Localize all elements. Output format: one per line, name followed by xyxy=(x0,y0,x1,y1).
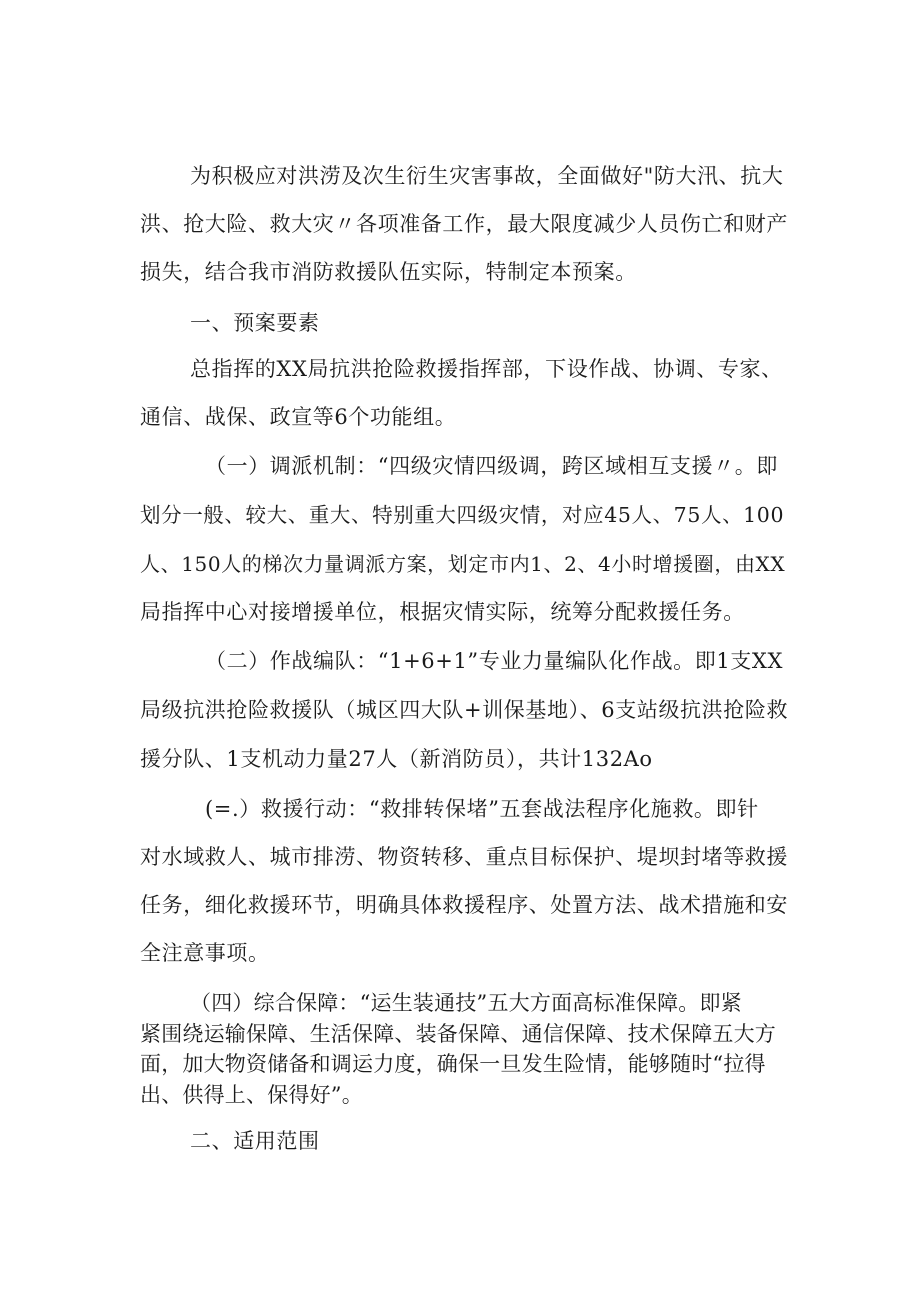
paragraph-command-line-2: 通信、战保、政宣等6个功能组。 xyxy=(140,405,457,429)
paragraph-formation-line-2: 局级抗洪抢险救援队（城区四大队+训保基地）、6支站级抗洪抢险救 xyxy=(140,698,789,722)
section-heading-2: 二、适用范围 xyxy=(190,1129,320,1153)
paragraph-rescue-line-1: (=.）救援行动：“救排转保堵”五套战法程序化施救。即针 xyxy=(205,797,759,821)
paragraph-support-line-4: 出、供得上、保得好”。 xyxy=(140,1083,363,1107)
paragraph-dispatch-line-3: 人、150人的梯次力量调派方案，划定市内1、2、4小时增援圈，由XX xyxy=(140,552,786,576)
paragraph-rescue-line-4: 全注意事项。 xyxy=(140,941,270,965)
paragraph-dispatch-line-4: 局指挥中心对接增援单位，根据灾情实际，统筹分配救援任务。 xyxy=(140,600,745,624)
paragraph-command-line-1: 总指挥的XX局抗洪抢险救援指挥部，下设作战、协调、专家、 xyxy=(190,357,783,381)
paragraph-rescue-line-2: 对水域救人、城市排涝、物资转移、重点目标保护、堤坝封堵等救援 xyxy=(140,845,788,869)
paragraph-support-line-2: 紧围绕运输保障、生活保障、装备保障、通信保障、技术保障五大方 xyxy=(140,1022,776,1046)
paragraph-formation-line-1: （二）作战编队：“1+6+1”专业力量编队化作战。即1支XX xyxy=(205,649,784,673)
paragraph-support-line-3: 面，加大物资储备和调运力度，确保一旦发生险情，能够随时“拉得 xyxy=(140,1052,766,1076)
paragraph-dispatch-line-2: 划分一般、较大、重大、特别重大四级灾情，对应45人、75人、100 xyxy=(140,503,785,527)
section-heading-1: 一、预案要素 xyxy=(190,311,320,335)
paragraph-intro-line-3: 损失，结合我市消防救援队伍实际，特制定本预案。 xyxy=(140,260,637,284)
paragraph-intro-line-2: 洪、抢大险、救大灾〃各项准备工作，最大限度减少人员伤亡和财产 xyxy=(140,212,788,236)
paragraph-intro-line-1: 为积极应对洪涝及次生衍生灾害事故，全面做好"防大汛、抗大 xyxy=(190,164,784,188)
paragraph-support-line-1: （四）综合保障：“运生装通技”五大方面高标准保障。即紧 xyxy=(190,991,742,1015)
paragraph-rescue-line-3: 任务，细化救援环节，明确具体救援程序、处置方法、战术措施和安 xyxy=(140,893,788,917)
paragraph-dispatch-line-1: （一）调派机制：“四级灾情四级调，跨区域相互支援〃。即 xyxy=(205,454,778,478)
paragraph-formation-line-3: 援分队、1支机动力量27人（新消防员），共计132Ao xyxy=(140,747,653,771)
